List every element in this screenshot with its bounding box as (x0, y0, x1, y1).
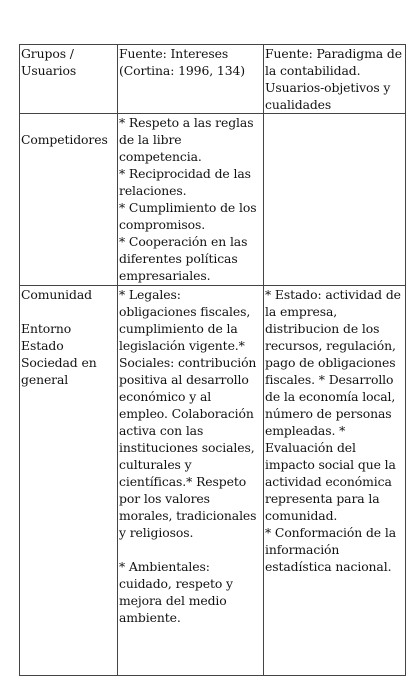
table-row (20, 286, 406, 676)
group-cell (20, 114, 118, 286)
intereses-item: * Respeto a las reglas de la libre competencia. (119, 115, 254, 164)
group-cell (20, 286, 118, 676)
paradigma-cell (264, 286, 406, 676)
header-paradigma: Fuente: Paradigma de la contabilidad. Usuarios-objetivos y cualidades (264, 45, 406, 114)
intereses-item: * Cumplimiento de los compromisos. (119, 200, 257, 232)
intereses-cell (118, 114, 264, 286)
intereses-item: * Reciprocidad de las relaciones. (119, 166, 251, 198)
intereses-cell (118, 286, 264, 676)
intereses-item: * Legales: obligaciones fiscales, cumplimiento de la legislación vigente.* Sociales: contribución positiva al desarrollo económico y al empleo. Colaboración activa con las instituciones sociales, culturales y científicas.* Respeto por los valores morales, tradicionales y religiosos. (119, 287, 257, 540)
intereses-item: * Ambientales: cuidado, respeto y mejora del medio ambiente. (119, 559, 233, 625)
intereses-item: * Cooperación en las diferentes políticas empresariales. (119, 234, 248, 283)
group-label: Comunidad (21, 287, 92, 302)
paradigma-item: * Estado: actividad de la empresa, distribucion de los recursos, regulación, pago de obligaciones fiscales. * Desarrollo de la economía local, número de personas empleadas. * Evaluación del impacto social que la actividad económica representa para la comunidad. (265, 287, 401, 523)
header-intereses: Fuente: Intereses (Cortina: 1996, 134) (118, 45, 264, 114)
group-label: Sociedad en general (21, 355, 97, 387)
paradigma-item: * Conformación de la información estadística nacional. (265, 525, 396, 574)
paradigma-cell (264, 114, 406, 286)
group-label: Entorno (21, 321, 72, 336)
table-header-row (20, 45, 406, 114)
stakeholder-table (19, 44, 406, 676)
table-row (20, 114, 406, 286)
group-label: Estado (21, 338, 64, 353)
group-label: Competidores (21, 132, 108, 147)
header-grupos: Grupos / Usuarios (20, 45, 118, 114)
